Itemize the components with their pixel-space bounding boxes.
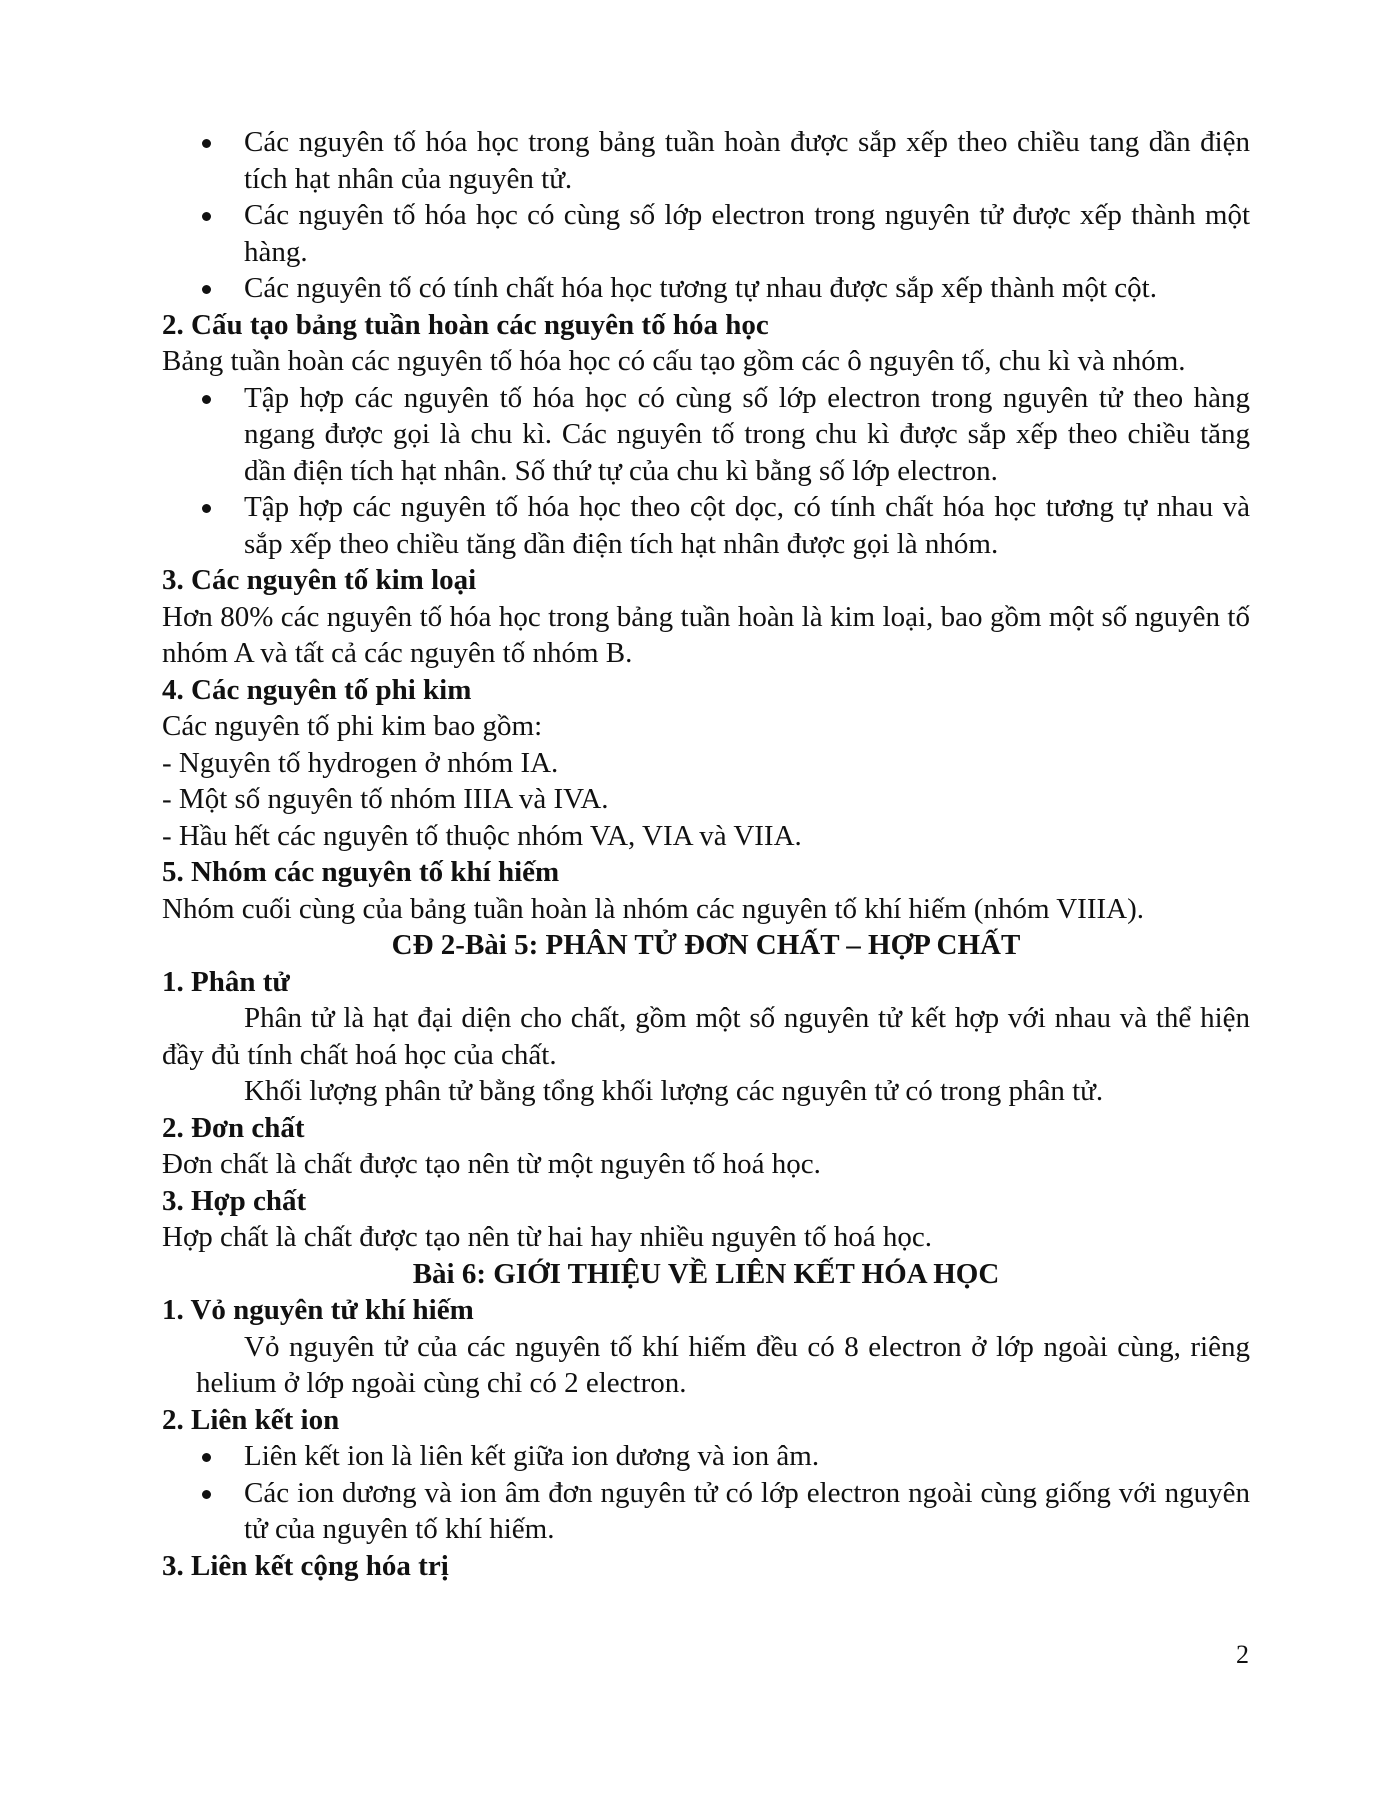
bullet-icon [202,1490,211,1499]
bullet-icon [202,212,211,221]
bullet-icon [202,504,211,513]
bullet-list [162,380,1250,563]
lesson-title: Bài 6: GIỚI THIỆU VỀ LIÊN KẾT HÓA HỌC [412,1257,1000,1290]
paragraph: Hơn 80% các nguyên tố hóa học trong bảng tuần hoàn là kim loại, bao gồm một số nguyên tố nhóm A và tất cả các nguyên tố nhóm B. [162,600,1250,669]
list-line: - Hầu hết các nguyên tố thuộc nhóm VA, VIA và VIIA. [162,819,802,852]
list-item: Tập hợp các nguyên tố hóa học theo cột dọc, có tính chất hóa học tương tự nhau và sắp xếp theo chiều tăng dần điện tích hạt nhân được gọi là nhóm. [162,489,1250,562]
bullet-list [162,1438,1250,1548]
bullet-icon [202,139,211,148]
list-line: - Một số nguyên tố nhóm IIIA và IVA. [162,783,609,815]
bullet-icon [202,1453,211,1462]
paragraph: Nhóm cuối cùng của bảng tuần hoàn là nhóm các nguyên tố khí hiếm (nhóm VIIIA). [162,892,1144,925]
list-item: Các ion dương và ion âm đơn nguyên tử có lớp electron ngoài cùng giống với nguyên tử của nguyên tố khí hiếm. [162,1475,1250,1548]
list-item: Các nguyên tố hóa học trong bảng tuần hoàn được sắp xếp theo chiều tang dần điện tích hạt nhân của nguyên tử. [162,124,1250,197]
paragraph: Bảng tuần hoàn các nguyên tố hóa học có cấu tạo gồm các ô nguyên tố, chu kì và nhóm. [162,345,1186,377]
section-heading: 2. Liên kết ion [162,1403,340,1436]
bullet-icon [202,285,211,294]
section-heading: 1. Phân tử [162,965,290,998]
list-line: - Nguyên tố hydrogen ở nhóm IA. [162,746,559,779]
section-heading: 3. Liên kết cộng hóa trị [162,1549,449,1582]
paragraph: Hợp chất là chất được tạo nên từ hai hay nhiều nguyên tố hoá học. [162,1221,932,1253]
list-item: Tập hợp các nguyên tố hóa học có cùng số lớp electron trong nguyên tử theo hàng ngang được gọi là chu kì. Các nguyên tố trong chu kì được sắp xếp theo chiều tăng dần điện tích hạt nhân. Số thứ tự của chu kì bằng số lớp electron. [162,380,1250,490]
section-heading: 2. Đơn chất [162,1111,305,1144]
section-heading: 2. Cấu tạo bảng tuần hoàn các nguyên tố hóa học [162,308,769,341]
section-heading: 1. Vỏ nguyên tử khí hiếm [162,1294,474,1326]
section-heading: 3. Các nguyên tố kim loại [162,564,477,596]
document-page [162,124,1250,1584]
intro-bullet-list [162,124,1250,307]
paragraph: Khối lượng phân tử bằng tổng khối lượng các nguyên tử có trong phân tử. [244,1075,1104,1107]
section-heading: 3. Hợp chất [162,1184,307,1217]
paragraph: Đơn chất là chất được tạo nên từ một nguyên tố hoá học. [162,1148,821,1180]
paragraph: Vỏ nguyên tử của các nguyên tố khí hiếm đều có 8 electron ở lớp ngoài cùng, riêng helium ở lớp ngoài cùng chỉ có 2 electron. [196,1330,1250,1399]
list-item: Liên kết ion là liên kết giữa ion dương và ion âm. [162,1438,1250,1475]
list-item: Các nguyên tố có tính chất hóa học tương tự nhau được sắp xếp thành một cột. [162,270,1250,307]
paragraph: Phân tử là hạt đại diện cho chất, gồm một số nguyên tử kết hợp với nhau và thể hiện đầy đủ tính chất hoá học của chất. [162,1002,1250,1071]
section-heading: 4. Các nguyên tố phi kim [162,673,472,706]
section-heading: 5. Nhóm các nguyên tố khí hiếm [162,856,560,888]
list-item: Các nguyên tố hóa học có cùng số lớp electron trong nguyên tử được xếp thành một hàng. [162,197,1250,270]
bullet-icon [202,395,211,404]
paragraph: Các nguyên tố phi kim bao gồm: [162,710,543,742]
lesson-title: CĐ 2-Bài 5: PHÂN TỬ ĐƠN CHẤT – HỢP CHẤT [391,929,1021,961]
page-number: 2 [1236,1640,1249,1669]
